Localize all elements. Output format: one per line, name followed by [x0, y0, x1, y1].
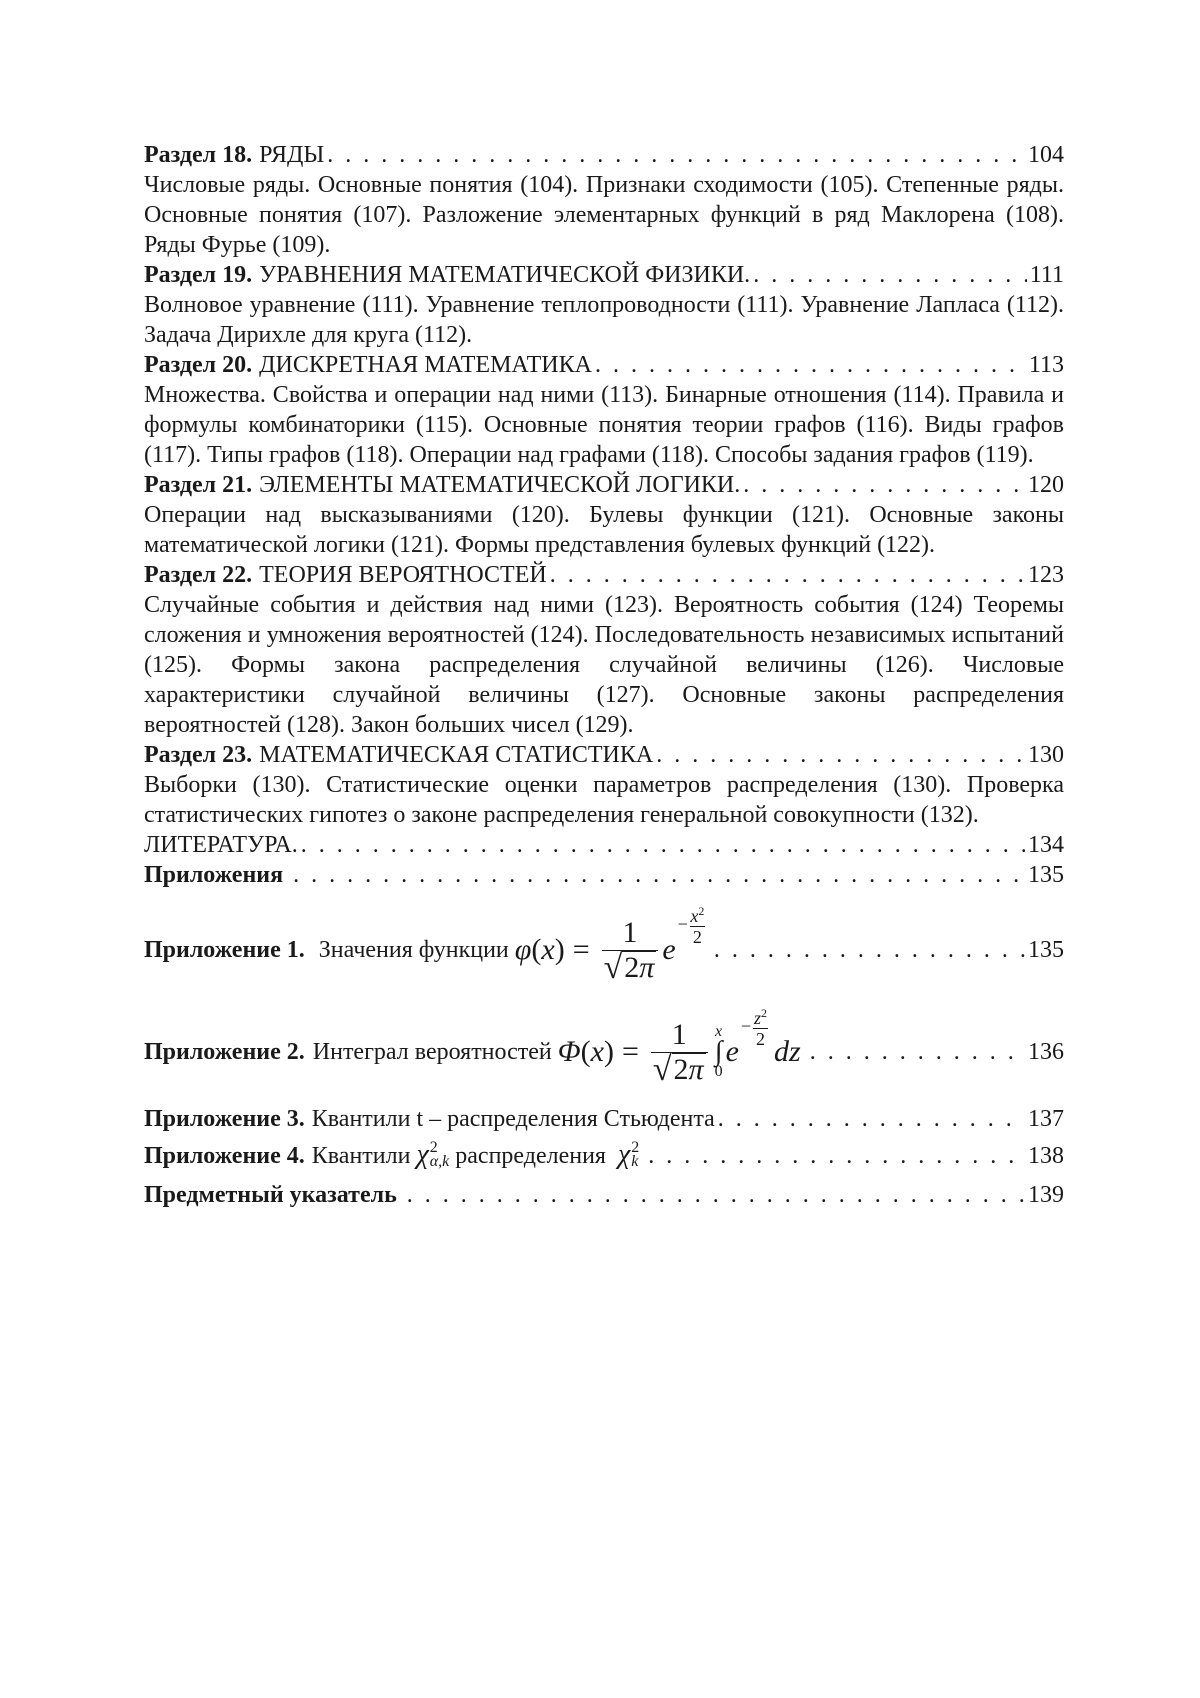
section-description: Случайные события и действия над ними (123). Вероятность события (124) Теоремы сложения и умножения вероятностей (124). Последовательность независимых испытаний (125). Формы закона распределения случайной величины (126). Числовые характеристики случайной величины (127). Основные законы распределения вероятностей (128). Закон больших чисел (129). [144, 592, 1064, 738]
toc-subject-index [144, 1180, 1064, 1210]
page-number: 123 [1028, 562, 1064, 588]
section-description: Множества. Свойства и операции над ними (113). Бинарные отношения (114). Правила и формулы комбинаторики (115). Основные понятия теории графов (116). Виды графов (117). Типы графов (118). Операции над графами (118). Способы задания графов (119). [144, 382, 1064, 468]
page-number: 138 [1028, 1143, 1064, 1169]
sqrt-symbol: √ 2π [652, 1050, 704, 1088]
appendix-label: Приложение 2. [144, 1039, 305, 1065]
section-description: Числовые ряды. Основные понятия (104). Признаки сходимости (105). Степенные ряды. Основные понятия (107). Разложение элементарных функций в ряд Маклорена (108). Ряды Фурье (109). [144, 172, 1064, 258]
section-label: Раздел 22. [144, 562, 253, 588]
page-number: 139 [1028, 1182, 1064, 1208]
toc-appendices [144, 860, 1064, 890]
page-number: 135 [1028, 862, 1064, 888]
appendix-text: Квантили [311, 1143, 411, 1169]
toc-literature [144, 830, 1064, 860]
toc-appendix-1 [144, 906, 1064, 994]
index-title: Предметный указатель [144, 1182, 397, 1208]
toc-appendix-2 [144, 1004, 1064, 1100]
appendix-label: Приложение 1. [144, 937, 305, 963]
toc-section-21 [144, 470, 1064, 560]
section-title: ТЕОРИЯ ВЕРОЯТНОСТЕЙ [259, 562, 547, 588]
toc-section-23 [144, 740, 1064, 830]
toc-section-20 [144, 350, 1064, 470]
appendix-text: Интеграл вероятностей [312, 1039, 552, 1065]
section-description: Выборки (130). Статистические оценки параметров распределения (130). Проверка статистических гипотез о законе распределения генеральной совокупности (132). [144, 772, 1064, 828]
page-number: 120 [1028, 472, 1064, 498]
appendix-text: Значения функции [318, 937, 509, 963]
section-label: Раздел 20. [144, 352, 253, 378]
page-number: 136 [1028, 1039, 1064, 1065]
section-title: МАТЕМАТИЧЕСКАЯ СТАТИСТИКА [259, 742, 654, 768]
literature-title: ЛИТЕРАТУРА. [144, 832, 298, 858]
appendices-title: Приложения [144, 862, 284, 888]
section-description: Волновое уравнение (111). Уравнение теплопроводности (111). Уравнение Лапласа (112). Задача Дирихле для круга (112). [144, 292, 1064, 348]
appendix-label: Приложение 3. [144, 1106, 305, 1132]
table-of-contents [144, 140, 1064, 1210]
toc-appendix-4 [144, 1140, 1064, 1176]
page-number: 137 [1028, 1106, 1064, 1132]
page-number: 135 [1028, 937, 1064, 963]
page-number: 104 [1028, 142, 1064, 168]
section-title: ЭЛЕМЕНТЫ МАТЕМАТИЧЕСКОЙ ЛОГИКИ. [259, 472, 741, 498]
section-label: Раздел 19. [144, 262, 253, 288]
phi-formula: φ ( x ) = 1 √ 2π e − $\frac{x^2}{2}$ [514, 904, 705, 986]
appendix-label: Приложение 4. [144, 1143, 305, 1169]
toc-section-19 [144, 260, 1064, 350]
appendix-text: распределения [455, 1143, 606, 1169]
toc-section-18 [144, 140, 1064, 260]
section-label: Раздел 21. [144, 472, 253, 498]
page-number: 130 [1028, 742, 1064, 768]
section-description: Операции над высказываниями (120). Булевы функции (121). Основные законы математической логики (121). Формы представления булевых функций (122). [144, 502, 1064, 558]
appendix-text: Квантили t – распределения Стьюдента [311, 1106, 715, 1132]
section-label: Раздел 23. [144, 742, 253, 768]
page-number: 134 [1028, 832, 1064, 858]
section-title: РЯДЫ [259, 142, 325, 168]
section-label: Раздел 18. [144, 142, 253, 168]
integral-sign: x ∫ 0 [714, 1023, 723, 1080]
chi-square-symbol: χ 2 α,k [416, 1139, 450, 1170]
toc-section-22 [144, 560, 1064, 740]
sqrt-symbol: √ 2π [603, 948, 655, 986]
chi-square-symbol: χ 2 k [617, 1139, 640, 1170]
laplace-integral-formula: Φ ( x ) = 1 √ 2π x ∫ 0 e − $\frac{z^2}{2}$ dz [557, 1006, 801, 1088]
toc-appendix-3 [144, 1104, 1064, 1134]
section-title: УРАВНЕНИЯ МАТЕМАТИЧЕСКОЙ ФИЗИКИ. [259, 262, 751, 288]
section-title: ДИСКРЕТНАЯ МАТЕМАТИКА [259, 352, 592, 378]
page-number: 113 [1028, 352, 1064, 378]
page-number: 111 [1029, 262, 1064, 288]
